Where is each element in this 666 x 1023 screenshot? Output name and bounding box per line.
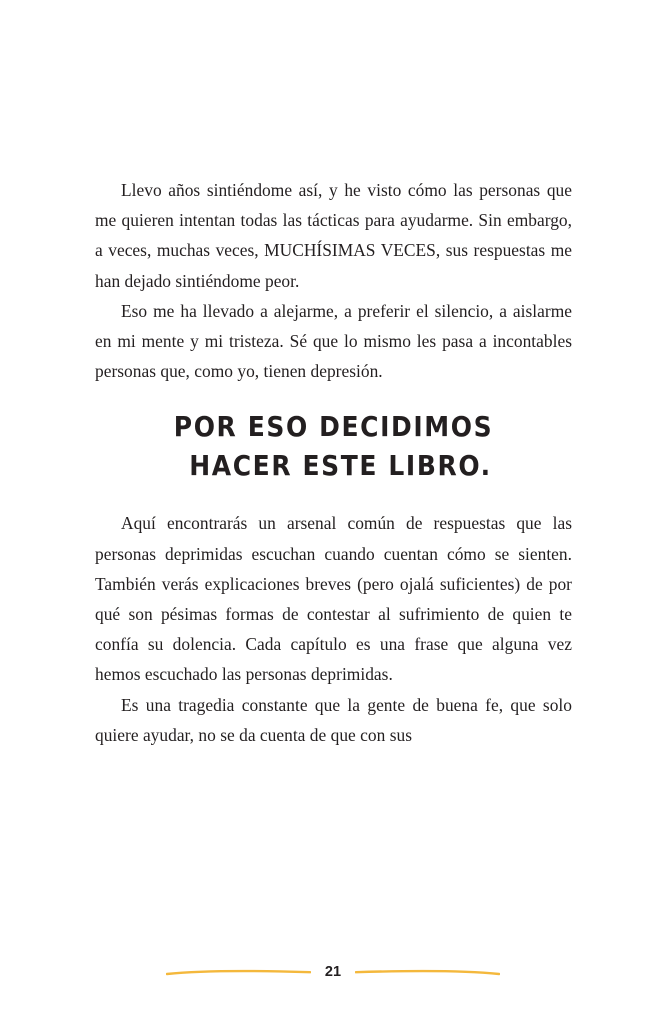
paragraph-1 bbox=[95, 175, 572, 296]
headline-line-1: POR ESO DECIDIMOS bbox=[173, 410, 494, 444]
page-footer bbox=[0, 952, 666, 992]
page-number: 21 bbox=[324, 963, 342, 980]
paragraph-2-text: Eso me ha llevado a alejarme, a preferir el silencio, a aislarme en mi mente y mi tristeza. Sé que lo mismo les pasa a incontables personas que, como yo, tienen depresión. bbox=[95, 300, 572, 382]
paragraph-4-text: Es una tragedia constante que la gente de buena fe, que solo quiere ayudar, no se da cuenta de que con sus bbox=[95, 694, 572, 745]
headline-handwritten bbox=[95, 410, 572, 482]
paragraph-1-text: Llevo años sintiéndome así, y he visto cómo las personas que me quieren intentan todas las tácticas para ayudarme. Sin embargo, a veces, muchas veces, MUCHÍSIMAS VECES, sus respuestas me han dejado sintiéndome peor. bbox=[95, 180, 572, 291]
footer-rule-right-icon bbox=[355, 969, 500, 975]
footer-rule-left-icon bbox=[166, 969, 311, 975]
page-text-column bbox=[95, 175, 572, 750]
paragraph-4 bbox=[95, 690, 572, 750]
paragraph-3 bbox=[95, 508, 572, 689]
paragraph-2 bbox=[95, 296, 572, 387]
paragraph-3-text: Aquí encontrarás un arsenal común de respuestas que las personas deprimidas escuchan cuando cuentan cómo se sienten. También verás explicaciones breves (pero ojalá suficientes) de por qué son pésimas formas de contestar al sufrimiento de quien te confía su dolencia. Cada capítulo es una frase que alguna vez hemos escuchado las personas deprimidas. bbox=[95, 513, 572, 685]
headline-line-2: HACER ESTE LIBRO. bbox=[189, 449, 492, 483]
